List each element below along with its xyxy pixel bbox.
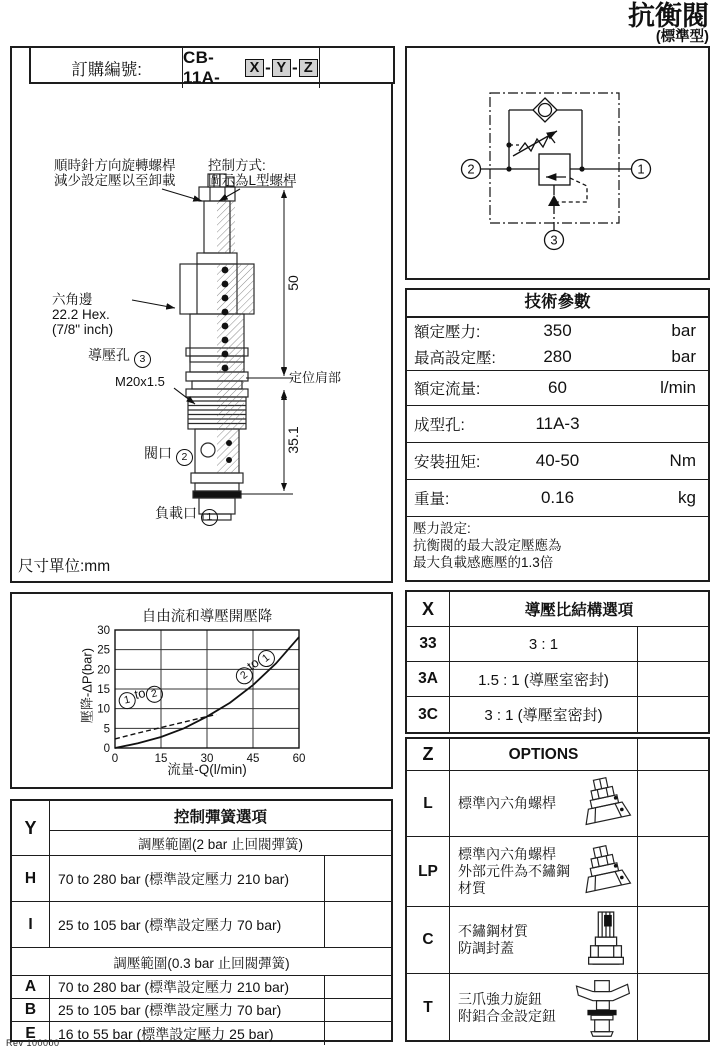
- order-sep-1: -: [265, 58, 272, 77]
- y-table-title: 控制彈簧選項: [50, 801, 391, 831]
- y-sub-range-03bar: 調壓範圍(0.3 bar 止回閥彈簧): [12, 948, 391, 976]
- y-table-key: Y: [12, 801, 50, 855]
- svg-text:30: 30: [200, 753, 214, 765]
- svg-text:30: 30: [97, 625, 110, 637]
- chart-panel: [10, 592, 393, 789]
- y-row-i: I 25 to 105 bar (標準設定壓力 70 bar): [12, 902, 391, 948]
- hydraulic-schematic: [407, 48, 708, 278]
- tri-grip-knob-icon: [571, 977, 633, 1039]
- svg-text:15: 15: [97, 684, 110, 696]
- svg-text:5: 5: [103, 723, 110, 736]
- schematic-port-2: 2: [467, 161, 475, 177]
- schematic-port-1: 1: [637, 161, 645, 177]
- order-sep-2: -: [292, 58, 298, 77]
- y-sub-range-2bar: 調壓範圍(2 bar 止回閥彈簧): [137, 837, 303, 852]
- chart-ylabel: 壓降-ΔP(bar): [79, 647, 95, 724]
- hex-screw-stainless-icon: [575, 843, 633, 901]
- x-options-table: [405, 590, 710, 734]
- order-code-prefix: CB-11A-: [183, 48, 221, 87]
- dim-35-1: 35.1: [285, 426, 301, 454]
- z-row-c: C 不鏽鋼材質 防調封蓋: [407, 907, 708, 974]
- x-row-33: 33 3 : 1: [407, 627, 708, 662]
- svg-text:15: 15: [154, 753, 168, 765]
- hex-screw-icon: [575, 775, 633, 833]
- chart-xlabel: 流量-Q(l/min): [167, 762, 247, 777]
- curve-label-1to2: 1 to 2: [116, 681, 164, 711]
- x-row-3a: 3A 1.5 : 1 (導壓室密封): [407, 662, 708, 697]
- check-valve-icon: [533, 98, 557, 122]
- y-options-table: [10, 799, 393, 1042]
- tech-row-pressure: 額定壓力: 350 bar 最高設定壓: 280 bar: [407, 318, 708, 371]
- y-row-h: H 70 to 280 bar (標準設定壓力 210 bar): [12, 856, 391, 902]
- order-code-x: X: [245, 59, 264, 77]
- tech-row-torque: 安裝扭矩: 40-50 Nm: [407, 443, 708, 480]
- svg-text:0: 0: [111, 753, 119, 765]
- order-label: 訂購編號:: [31, 48, 183, 88]
- dim-50: 50: [285, 275, 301, 291]
- z-options-table: [405, 737, 710, 1042]
- load-port-number: 1: [201, 509, 218, 526]
- x-table-title: 導壓比結構選項: [524, 602, 634, 619]
- svg-text:60: 60: [292, 753, 306, 765]
- svg-text:10: 10: [97, 703, 110, 716]
- order-code-y: Y: [272, 59, 291, 77]
- z-table-key: Z: [407, 739, 450, 770]
- curve-label-2to1: 2to1: [231, 644, 279, 687]
- tamper-cap-icon: [579, 909, 633, 971]
- z-table-title: OPTIONS: [450, 739, 638, 770]
- dimension-unit-note: 尺寸單位:mm: [18, 558, 111, 575]
- relief-element: [539, 154, 570, 185]
- y-row-a: A 70 to 280 bar (標準設定壓力 210 bar): [12, 976, 391, 999]
- callout-valve-port: 閥口 2: [144, 446, 193, 466]
- y-row-b: B 25 to 105 bar (標準設定壓力 70 bar): [12, 999, 391, 1022]
- callout-control-type: 控制方式: 圖示為L型螺桿: [208, 158, 297, 188]
- tech-row-flow: 額定流量: 60 l/min: [407, 371, 708, 406]
- schematic-port-3: 3: [550, 232, 558, 248]
- chart-title: 自由流和導壓開壓降: [141, 609, 273, 625]
- svg-text:45: 45: [246, 753, 260, 765]
- svg-text:20: 20: [97, 664, 110, 677]
- y-row-e: E 16 to 55 bar (標準設定壓力 25 bar): [12, 1022, 391, 1045]
- z-row-t: T 三爪強力旋鈕 附鋁合金設定鈕: [407, 974, 708, 1042]
- callout-clockwise: 順時針方向旋轉螺桿 減少設定壓以至卸載: [54, 158, 176, 188]
- callout-shoulder: 定位肩部: [289, 370, 342, 385]
- page-subtitle: (標準型): [655, 29, 709, 46]
- tech-row-cavity: 成型孔: 11A-3: [407, 406, 708, 443]
- callout-thread: M20x1.5: [115, 374, 165, 389]
- tech-row-weight: 重量: 0.16 kg: [407, 480, 708, 517]
- order-code-z: Z: [299, 59, 318, 77]
- callout-load-port: 負載口 1: [155, 506, 218, 526]
- callout-pilot-port: 導壓孔 3: [88, 348, 151, 368]
- svg-text:25: 25: [97, 644, 110, 657]
- svg-text:0: 0: [103, 743, 110, 755]
- x-table-key: X: [407, 592, 450, 626]
- x-row-3c: 3C 3 : 1 (導壓室密封): [407, 697, 708, 732]
- tech-params-panel: [405, 288, 710, 582]
- z-row-l: L 標準內六角螺桿: [407, 771, 708, 837]
- pilot-arrow-icon: [548, 195, 560, 206]
- valve-port-number: 2: [176, 449, 193, 466]
- pressure-setting-note: 壓力設定: 抗衡閥的最大設定壓應為 最大負載感應壓的1.3倍: [413, 521, 562, 570]
- tech-params-title: 技術參數: [407, 290, 708, 318]
- z-row-lp: LP 標準內六角螺桿 外部元件為不鏽鋼材質: [407, 837, 708, 907]
- callout-hex: 六角邊 22.2 Hex. (7/8" inch): [52, 292, 114, 337]
- page-title-block: [628, 2, 709, 46]
- drawing-panel: [10, 46, 393, 583]
- pilot-port-number: 3: [134, 351, 151, 368]
- footer-code: Rev 100000: [6, 1038, 60, 1047]
- page-title: 抗衡閥: [628, 1, 709, 31]
- schematic-panel: [405, 46, 710, 280]
